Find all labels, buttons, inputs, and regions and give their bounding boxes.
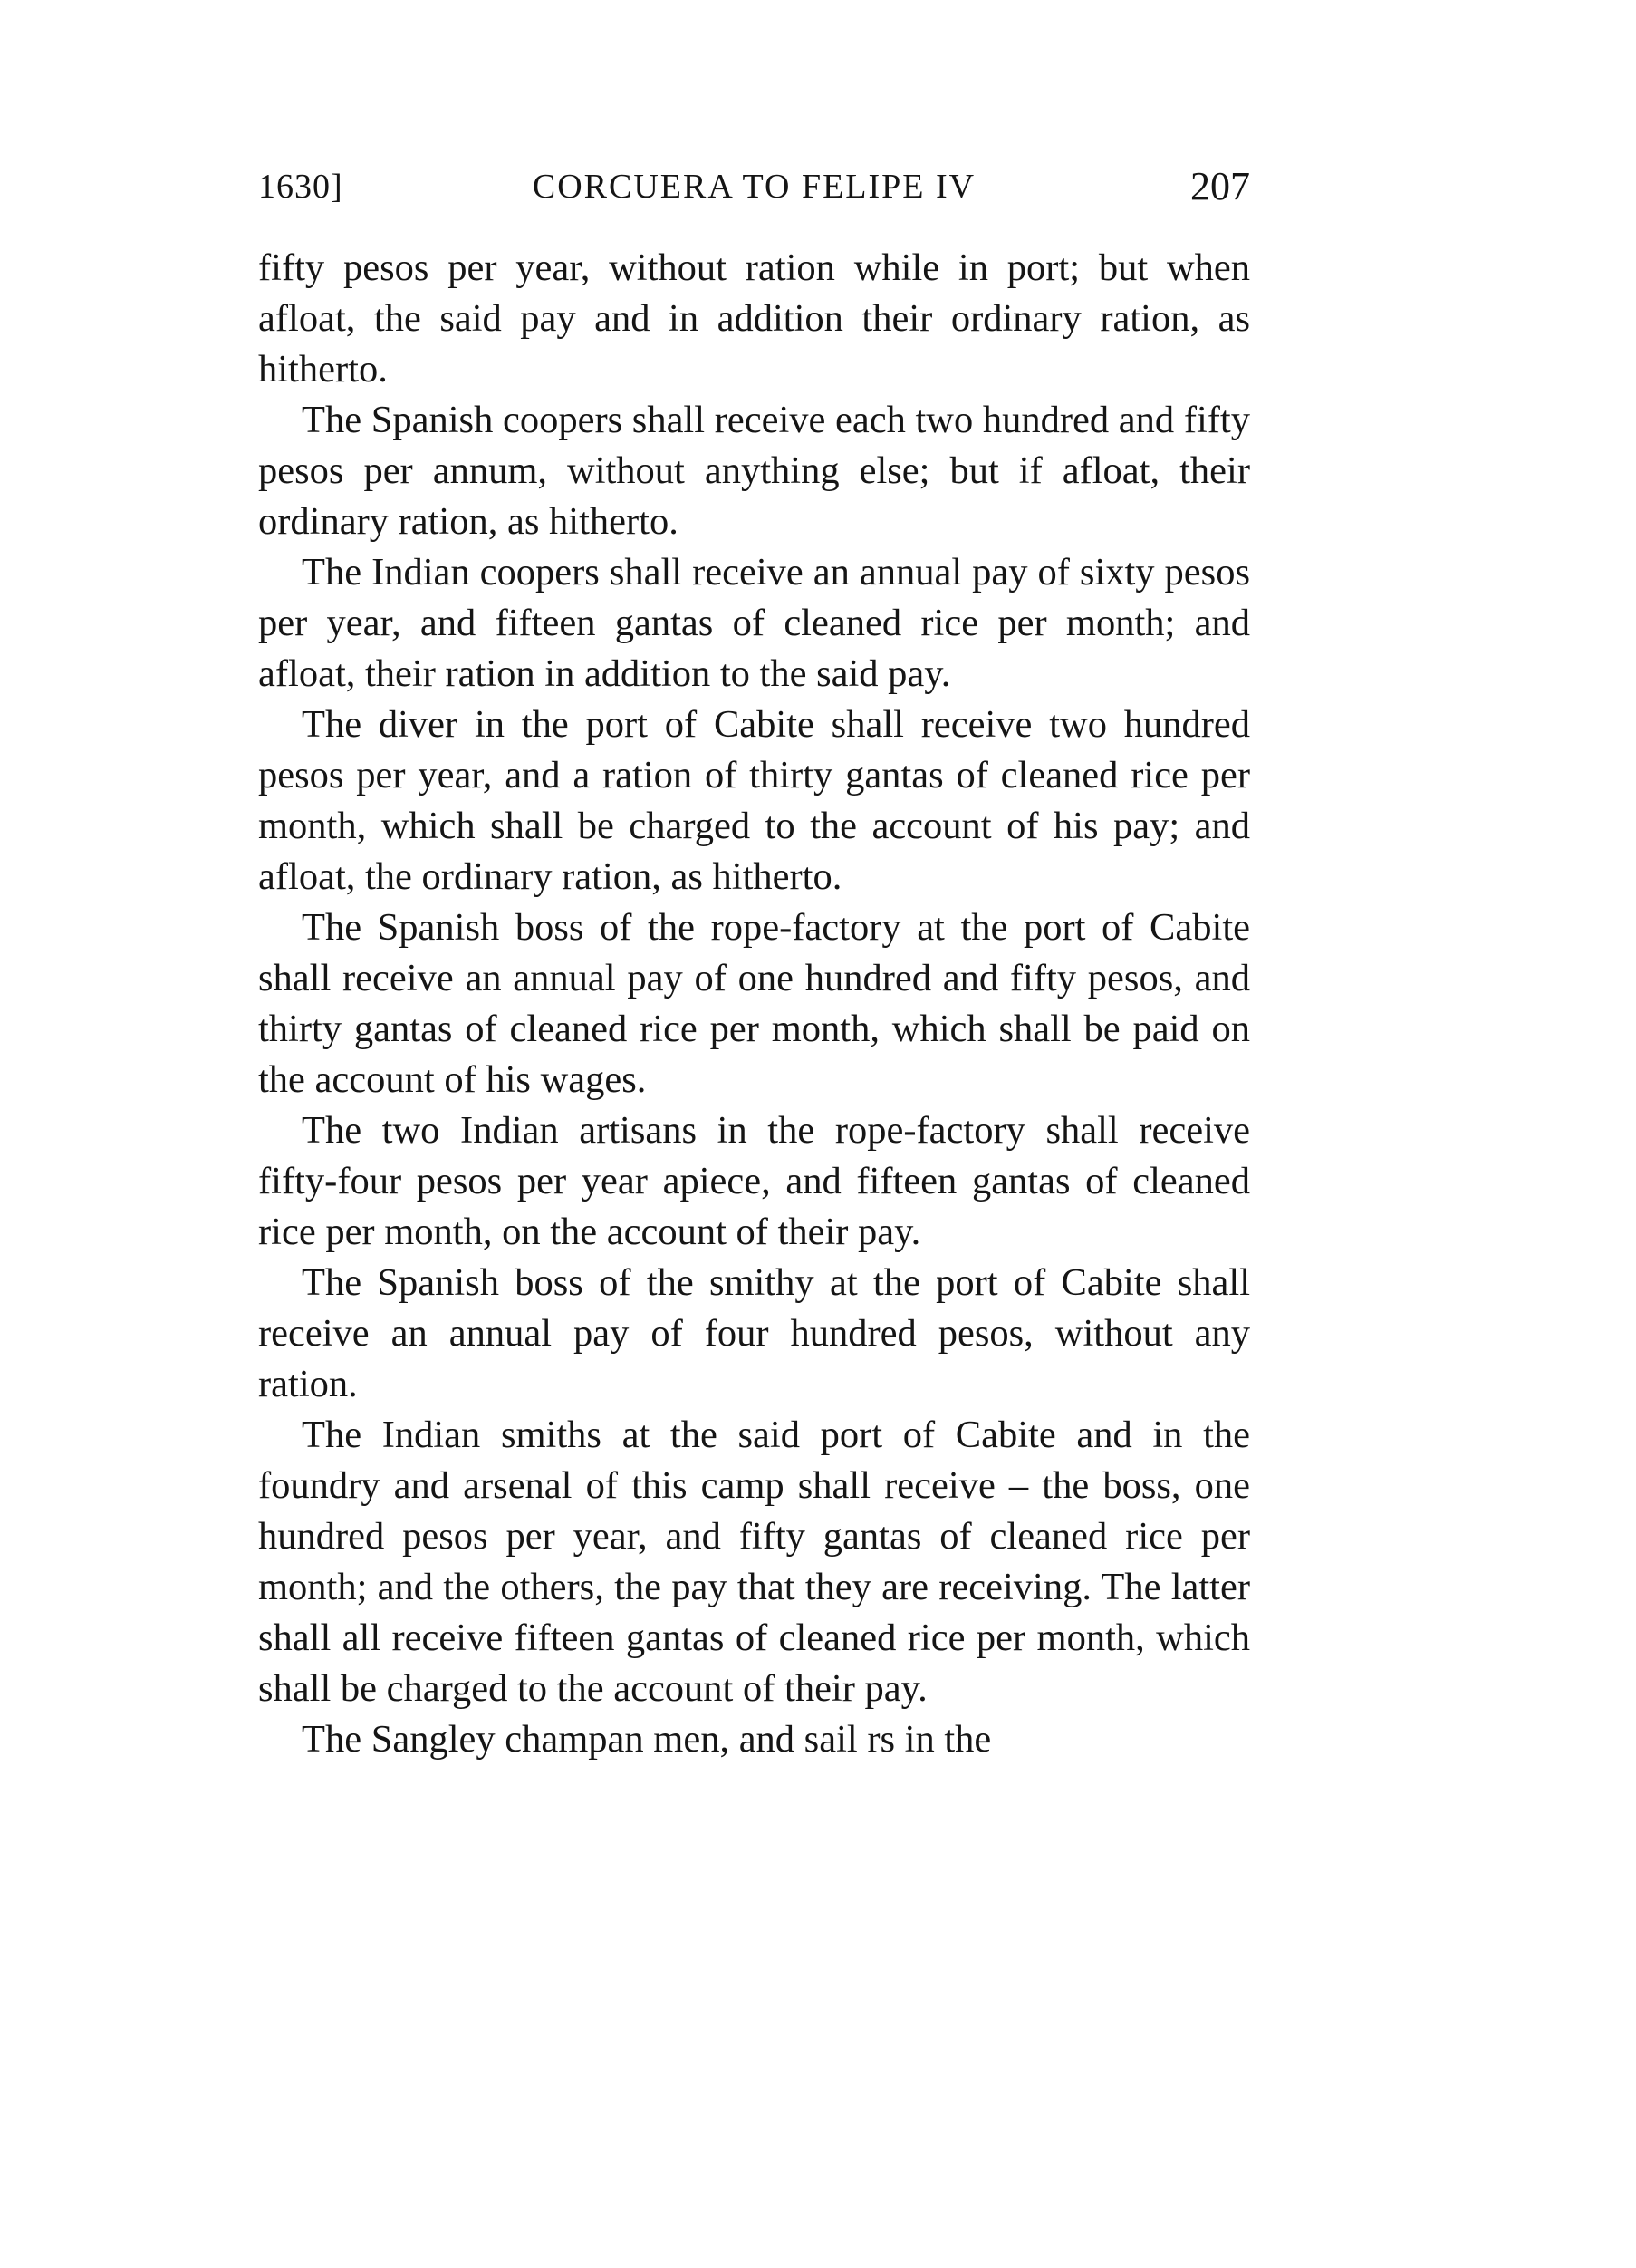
paragraph-rope-factory-boss: The Spanish boss of the rope-factory at the port of Cabite shall receive an annual pay of one hundred and fifty pesos, and thirty gantas of cleaned rice per month, which shall be paid on the account of his wages. — [258, 906, 1250, 1101]
paragraph-spanish-coopers: The Spanish coopers shall receive each two hundred and fifty pesos per annum, without anything else; but if afloat, their ordinary ration, as hitherto. — [258, 399, 1250, 543]
paragraph-diver: The diver in the port of Cabite shall receive two hundred pesos per year, and a ration of thirty gantas of cleaned rice per month, which shall be charged to the account of his pay; and afloat, the ordinary ration, as hitherto. — [258, 703, 1250, 898]
running-head — [258, 159, 1250, 214]
page-number: 207 — [1190, 164, 1250, 208]
running-head-year: 1630] — [258, 168, 343, 206]
body-text — [258, 243, 1250, 1765]
running-head-title: CORCUERA TO FELIPE IV — [532, 168, 977, 206]
paragraph-smithy-boss: The Spanish boss of the smithy at the port of Cabite shall receive an annual pay of four hundred pesos, without any ration. — [258, 1261, 1250, 1405]
paragraph-sangley-champan-men: The Sangley champan men, and sail rs in the — [302, 1718, 992, 1761]
paragraph-continued: fifty pesos per year, without ration while in port; but when afloat, the said pay and in addition their ordinary ration, as hitherto. — [258, 246, 1250, 391]
paragraph-indian-smiths: The Indian smiths at the said port of Cabite and in the foundry and arsenal of this camp shall receive – the boss, one hundred pesos per year, and fifty gantas of cleaned rice per month; and the others, the pay that they are receiving. The latter shall all receive fifteen gantas of cleaned rice per month, which shall be charged to the account of their pay. — [258, 1414, 1250, 1710]
paragraph-rope-factory-artisans: The two Indian artisans in the rope-factory shall receive fifty-four pesos per year apiece, and fifteen gantas of cleaned rice per month, on the account of their pay. — [258, 1109, 1250, 1253]
paragraph-indian-coopers: The Indian coopers shall receive an annual pay of sixty pesos per year, and fifteen gantas of cleaned rice per month; and afloat, their ration in addition to the said pay. — [258, 551, 1250, 695]
